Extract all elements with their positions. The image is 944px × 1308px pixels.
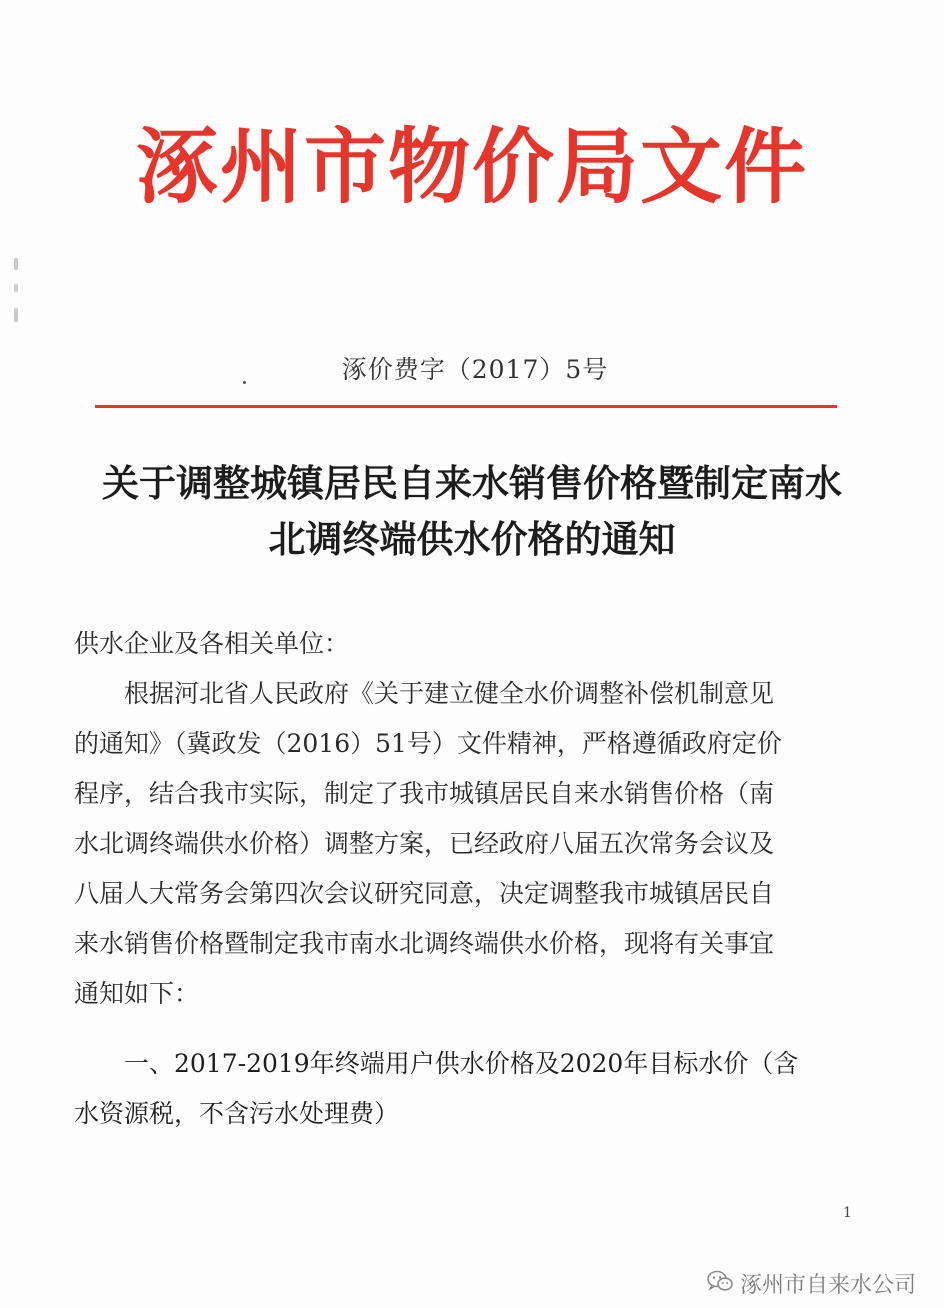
paragraph-line: 的通知》（冀政发（2016）51号）文件精神，严格遵循政府定价	[74, 729, 782, 758]
page-number: 1	[843, 1205, 852, 1221]
document-number: 涿价费字（2017）5号	[341, 355, 609, 384]
paragraph-line: 根据河北省人民政府《关于建立健全水价调整补偿机制意见	[124, 679, 775, 708]
section-heading: 一、2017-2019年终端用户供水价格及2020年目标水价（含	[124, 1049, 799, 1078]
watermark-text: 涿州市自来水公司	[740, 1273, 917, 1298]
scan-margin-mark	[14, 308, 18, 322]
notice-title	[60, 456, 884, 568]
addressee: 供水企业及各相关单位：	[74, 629, 350, 658]
account-watermark	[706, 1268, 916, 1299]
section-heading: 水资源税，不含污水处理费）	[74, 1099, 400, 1128]
paragraph-line: 程序，结合我市实际，制定了我市城镇居民自来水销售价格（南	[74, 779, 775, 808]
paragraph-line: 通知如下：	[74, 979, 200, 1008]
paragraph-line: 来水销售价格暨制定我市南水北调终端供水价格，现将有关事宜	[74, 929, 775, 958]
notice-title-line: 北调终端供水价格的通知	[268, 518, 676, 561]
paragraph-line: 水北调终端供水价格）调整方案，已经政府八届五次常务会议及	[74, 829, 775, 858]
red-divider	[95, 405, 837, 408]
wechat-icon	[706, 1269, 734, 1299]
issuer-title: 涿州市物价局文件	[135, 119, 808, 215]
notice-title-line: 关于调整城镇居民自来水销售价格暨制定南水	[102, 462, 842, 505]
paragraph-line: 八届人大常务会第四次会议研究同意，决定调整我市城镇居民自	[74, 879, 775, 908]
scan-margin-mark	[14, 284, 18, 292]
scan-margin-mark	[14, 258, 18, 270]
